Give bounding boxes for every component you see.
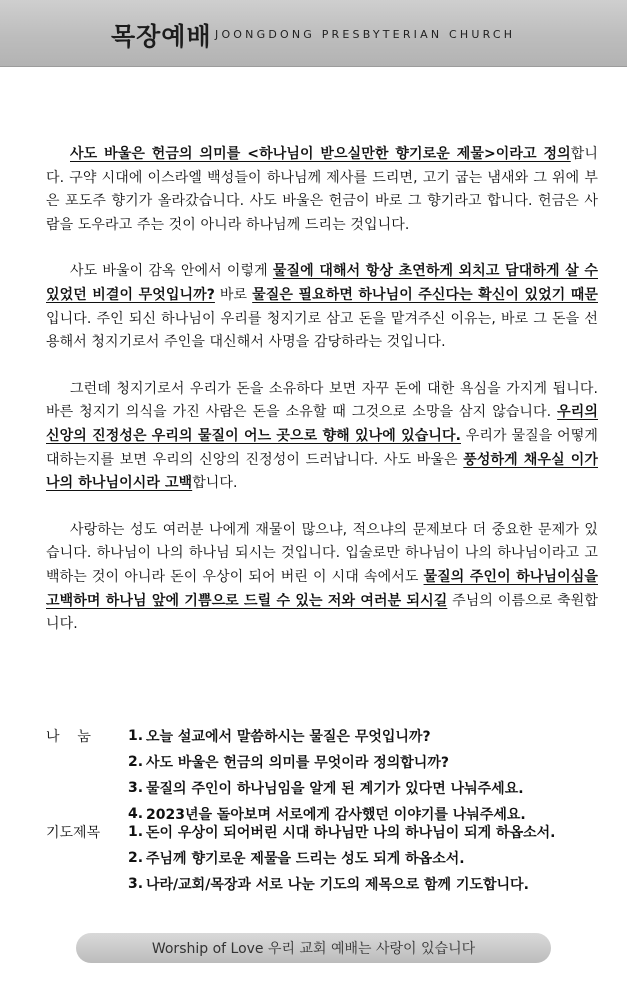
prayer-section [46,819,606,897]
body-text: 사도 바울이 감옥 안에서 이렇게 [70,263,273,280]
body-text: 우리가 물질을 어떻게 대하는지를 보면 우리의 신앙의 진정성이 드러납니다. 사도 바울은 [46,427,598,468]
sharing-item [46,749,606,775]
sharing-question: 2023년을 돌아보며 서로에게 감사했던 이야기를 나눠주세요. [146,807,526,823]
emphasized-text: 물질에 대해서 항상 초연하게 외치고 담대하게 살 수 있었던 비결이 무엇입니까? [46,263,598,303]
header-banner [0,0,627,67]
church-name: JOONGDONG PRESBYTERIAN CHURCH [215,28,516,41]
emphasized-text: 풍성하게 채우실 이가 나의 하나님이시라 고백 [46,451,598,492]
item-number: 3. [128,780,144,796]
sharing-item [46,775,606,801]
sharing-question: 사도 바울은 헌금의 의미를 무엇이라 정의합니까? [146,755,449,771]
prayer-label: 기도제목 [46,825,101,841]
sharing-question: 물질의 주인이 하나님임을 알게 된 계기가 있다면 나눠주세요. [146,781,524,797]
body-text: 바로 [214,286,253,303]
body-text: 사랑하는 성도 여러분 나에게 재물이 많으냐, 적으냐의 문제보다 더 중요한 문제가 있습니다. 하나님이 나의 하나님 되시는 것입니다. 입술로만 하나님이 나의 하나님이라고 고백하는 것이 아니라 돈이 우상이 되어 버린 이 시대 속에서도 [46,521,598,585]
page-title: 목장예배 [111,22,212,51]
footer-slogan: Worship of Love 우리 교회 예배는 사랑이 있습니다 [151,941,476,957]
body-text: 그런데 청지기로서 우리가 돈을 소유하다 보면 자꾸 돈에 대한 욕심을 가지게 됩니다. 바른 청지기 의식을 가진 사람은 돈을 소유할 때 그것으로 소망을 삼지 않습니다. [46,380,598,421]
body-text: 입니다. 주인 되신 하나님이 우리를 청지기로 삼고 돈을 맡겨주신 이유는, 바로 그 돈을 선용해서 청지기로서 주인을 대신해서 사명을 감당하라는 것입니다. [46,310,598,351]
emphasized-text: 사도 바울은 헌금의 의미를 <하나님이 받으실만한 향기로운 제물>이라고 정의 [70,146,571,162]
item-number: 1. [128,728,144,744]
prayer-topic: 주님께 향기로운 제물을 드리는 성도 되게 하옵소서. [146,851,465,867]
sermon-paragraph-1 [46,143,598,237]
body-text: 합니다. [192,475,238,492]
item-number: 2. [128,754,144,770]
item-number: 3. [128,876,144,892]
sharing-question: 오늘 설교에서 말씀하시는 물질은 무엇입니까? [146,729,431,745]
prayer-item [46,845,606,871]
prayer-item [46,871,606,897]
emphasized-text: 우리의 신앙의 진정성은 우리의 물질이 어느 곳으로 향해 있나에 있습니다. [46,404,598,444]
footer-banner [76,933,551,963]
sermon-paragraph-3 [46,378,598,496]
sharing-label: 나 눔 [46,729,91,745]
item-number: 4. [128,806,144,822]
emphasized-text: 물질의 주인이 하나님이심을 고백하며 하나님 앞에 기쁨으로 드릴 수 있는 저와 여러분 되시길 [46,568,598,609]
sharing-item [46,723,606,749]
item-number: 2. [128,850,144,866]
prayer-item [46,819,606,845]
body-text: 합니다. 구약 시대에 이스라엘 백성들이 하나님께 제사를 드리면, 고기 굽는 냄새와 그 위에 부은 포도주 향기가 올라갔습니다. 사도 바울은 헌금이 바로 그 향기라고 합니다. 헌금은 사람을 도우라고 주는 것이 아니라 하나님께 드리는 것입니다. [46,146,598,233]
prayer-topic: 나라/교회/목장과 서로 나눈 기도의 제목으로 함께 기도합니다. [146,877,529,893]
sermon-paragraph-4 [46,519,598,637]
sharing-section [46,723,606,827]
body-text: 주님의 이름으로 축원합니다. [46,592,598,633]
emphasized-text: 물질은 필요하면 하나님이 주신다는 확신이 있었기 때문 [252,286,598,303]
sermon-paragraph-2 [46,260,598,354]
prayer-topic: 돈이 우상이 되어버린 시대 하나님만 나의 하나님이 되게 하옵소서. [146,825,556,841]
item-number: 1. [128,824,144,840]
sermon-body [46,143,598,660]
